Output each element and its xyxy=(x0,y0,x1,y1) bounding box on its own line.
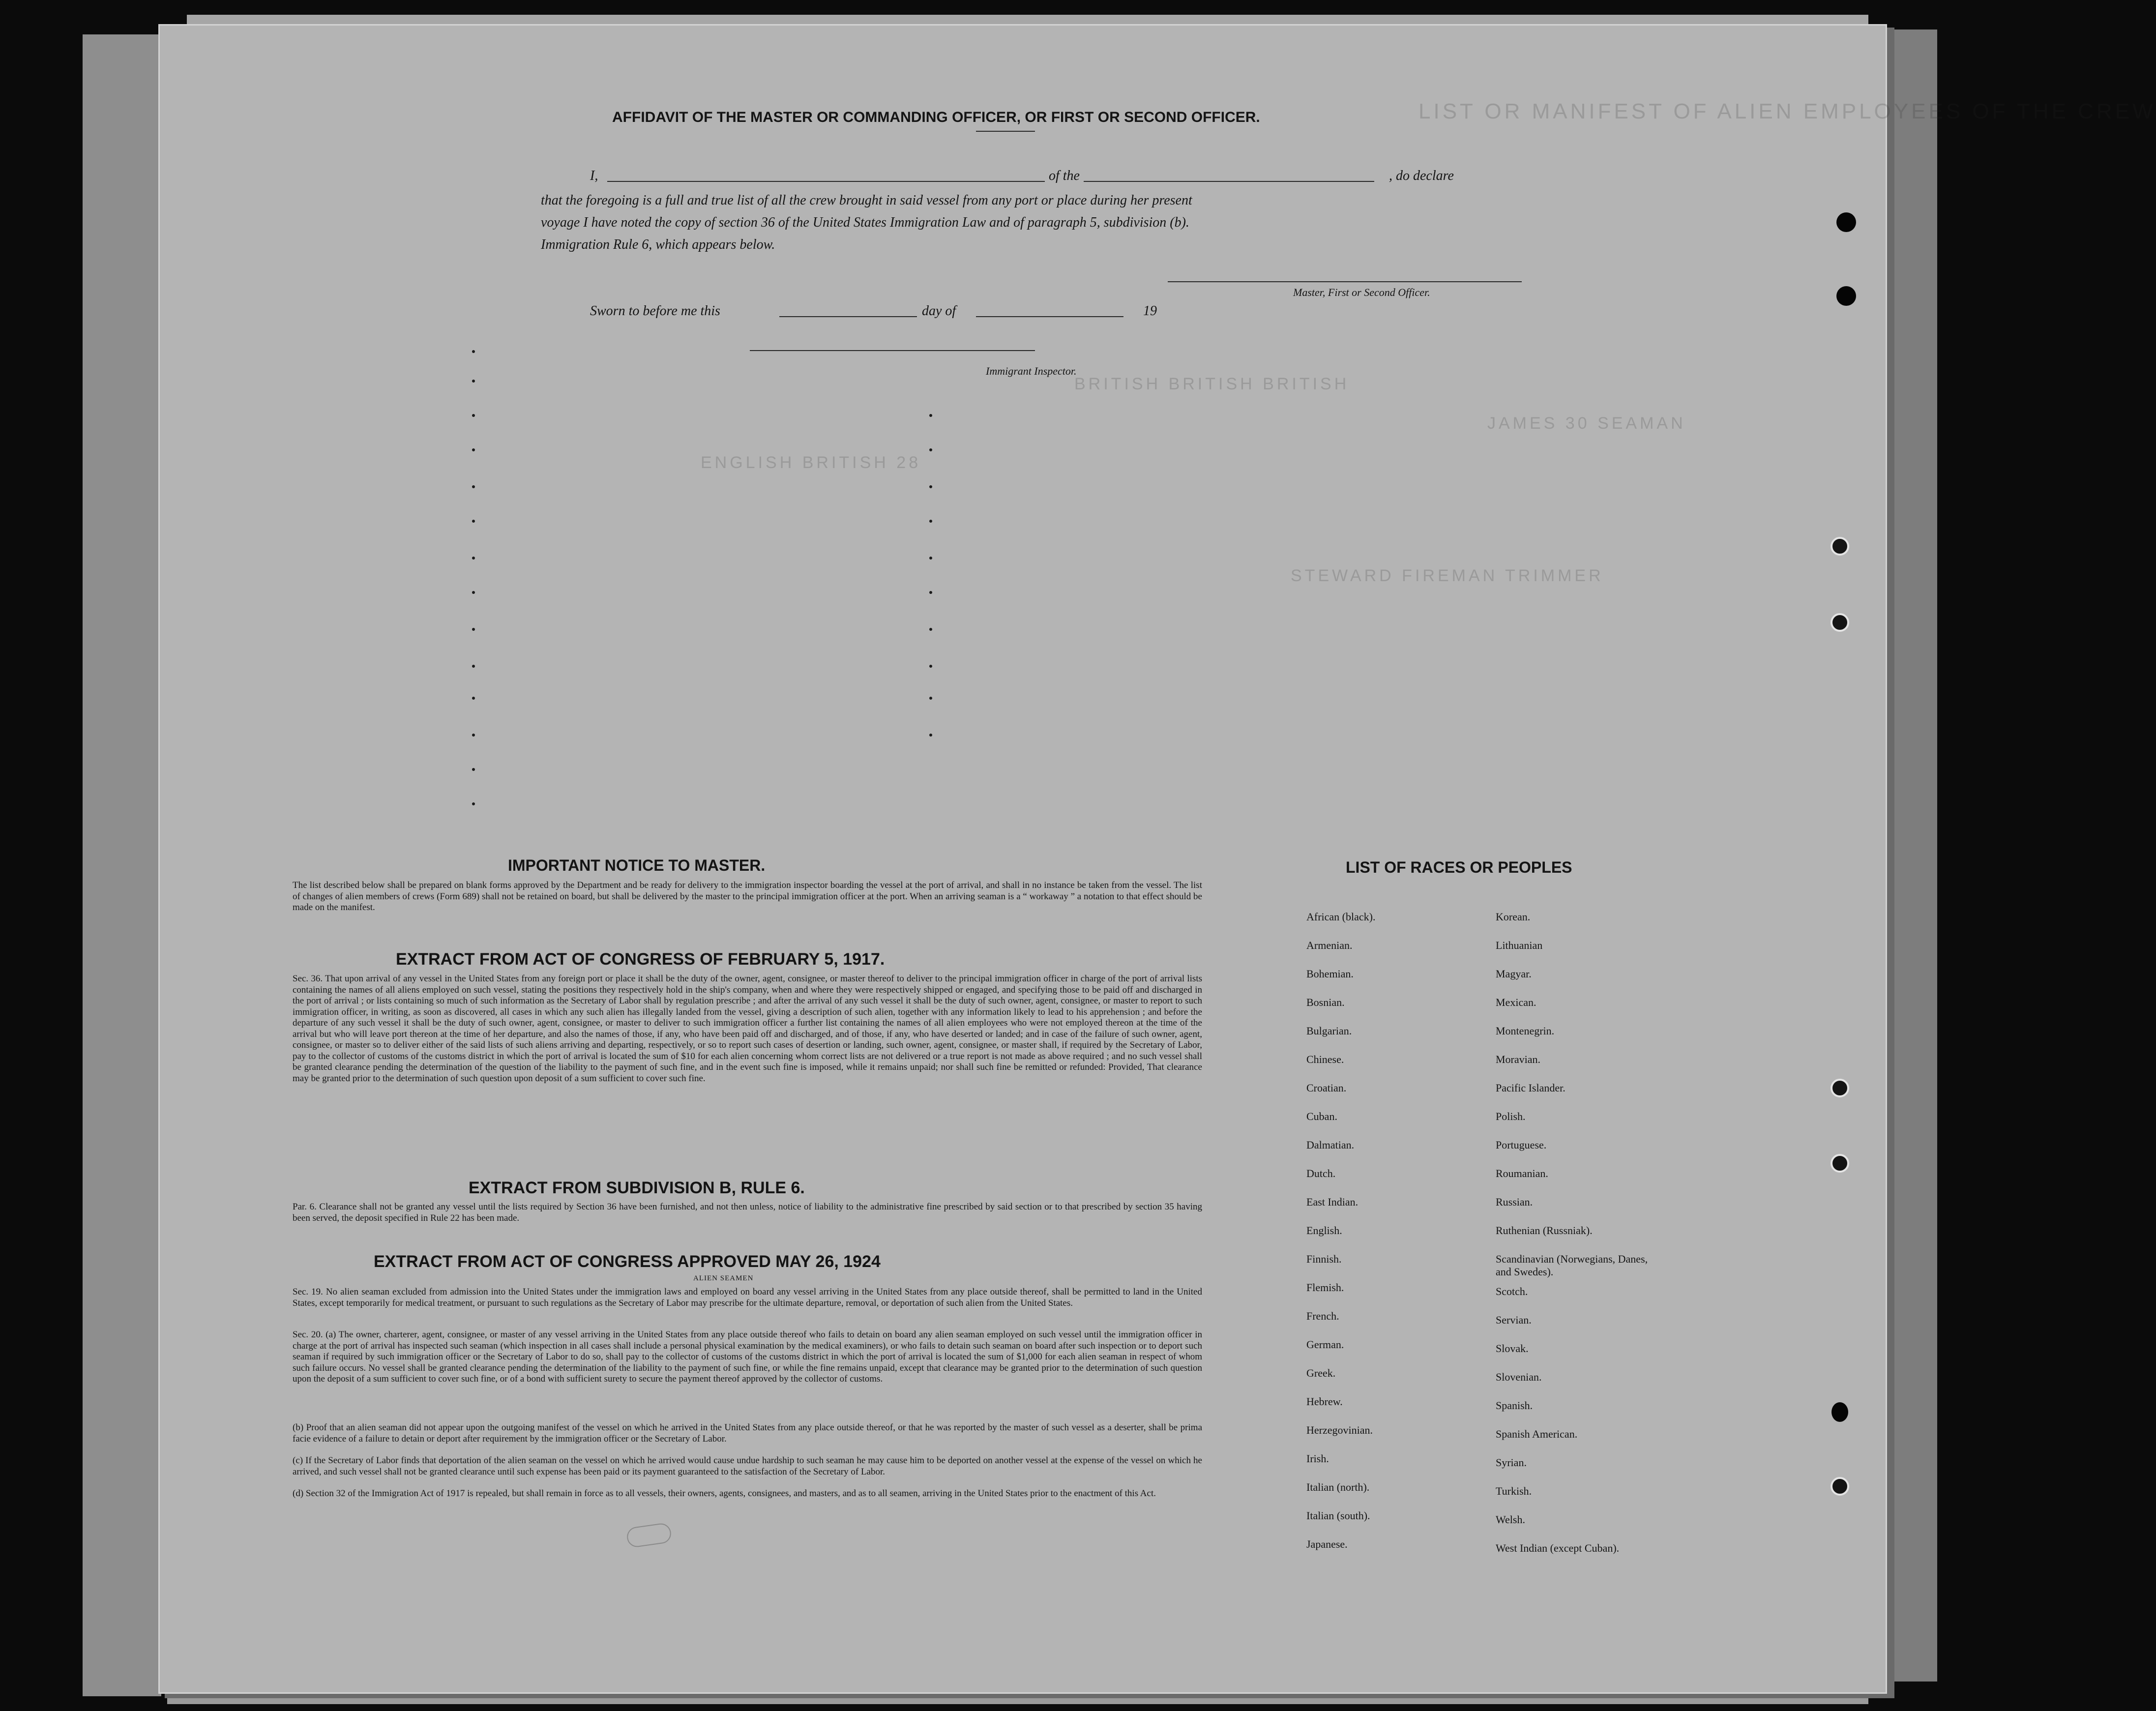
extract-1924-sec20d: (d) Section 32 of the Immigration Act of 1917 is repealed, but shall remain in force as to all vessels, their owners, agents, consignees, and masters, and as to all seamen, arriving in the United States prior to the enactment of this Act. xyxy=(293,1488,1156,1499)
race-item: African (black). xyxy=(1306,911,1376,923)
mark-dot xyxy=(472,697,475,700)
race-item: German. xyxy=(1306,1338,1344,1351)
race-item: Welsh. xyxy=(1496,1513,1525,1526)
race-item: Finnish. xyxy=(1306,1253,1342,1265)
races-title: LIST OF RACES OR PEOPLES xyxy=(1346,858,1572,876)
punch-hole xyxy=(1836,286,1856,306)
affidavit-line1-of: of the xyxy=(1045,168,1084,184)
affidavit-line1-end: , do declare xyxy=(1389,168,1454,183)
mark-dot xyxy=(929,414,932,417)
race-item: Slovak. xyxy=(1496,1342,1529,1355)
punch-hole xyxy=(1831,537,1849,556)
mark-dot xyxy=(472,591,475,594)
extract-1924-sec20c: (c) If the Secretary of Labor finds that deportation of the alien seaman on the vessel on which he arrived would cause undue hardship to such seaman he may cause him to be deported on another vessel at the expense of the vessel on which he arrived, and such vessel shall not be granted clearance until such expense has been paid or its payment guaranteed to the satisfaction of the Secretary of Labor. xyxy=(293,1455,1202,1477)
race-item: Syrian. xyxy=(1496,1456,1527,1469)
mark-dot xyxy=(929,520,932,523)
race-item: Spanish. xyxy=(1496,1399,1533,1412)
race-item: Bosnian. xyxy=(1306,996,1345,1008)
mark-dot xyxy=(472,768,475,771)
mark-dot xyxy=(929,665,932,668)
master-signature-label: Master, First or Second Officer. xyxy=(1293,286,1430,298)
mark-dot xyxy=(929,734,932,737)
notice-body: The list described below shall be prepared on blank forms approved by the Department and be ready for delivery to the immigration inspector boarding the vessel at the port of arrival, and shall in no instance be taken from the vessel. The list of changes of alien members of crews (Form 689) shall not be retained on board, but shall be delivered by the master to the principal immigration officer at the port. When an arriving seaman is a “ workaway ” a notation to that effect should be made on the manifest. xyxy=(293,880,1202,913)
race-item: Chinese. xyxy=(1306,1053,1344,1065)
race-item: Mexican. xyxy=(1496,996,1536,1008)
sworn-text-start: Sworn to before me this xyxy=(590,303,720,319)
race-item: Flemish. xyxy=(1306,1281,1344,1294)
extract-1917-body: Sec. 36. That upon arrival of any vessel in the United States from any foreign port or place it shall be the duty of the owner, agent, consignee, or master thereof to deliver to the principal immigration officer in charge of the port of arrival lists containing the names of all aliens employed on such vessel, stating the positions they respectively hold in the ship's company, when and where they were respectively shipped or engaged, and specifying those to be paid off and discharged in the port of arrival ; or lists containing so much of such information as the Secretary of Labor shall by regulation prescribe ; and after the arrival of any such vessel it shall be the duty of such owner, agent, consignee, or master to report to such immigration officer, in writing, as soon as discovered, all cases in which any such alien has illegally landed from the vessel, giving a description of such alien, together with any information likely to lead to his apprehension ; and before the departure of any such vessel it shall be the duty of such owner, agent, consignee, or master to deliver to such immigration officer a further list containing the names of all alien employees who were not employed thereon at the time of the arrival but who will leave port thereon at the time of her departure, and also the names of those, if any, who have been paid off and discharged, and of those, if any, who have deserted or landed; and in case of the failure of such owner, agent, consignee, or master so to deliver either of the said lists of such aliens arriving and departing, respectively, or so to report such cases of desertion or landing, such owner, agent, consignee, or master shall, if required by the Secretary of Labor, pay to the collector of customs of the customs district in which the port of arrival is located the sum of $10 for each alien concerning whom correct lists are not delivered or a true report is not made as above required ; and no such vessel shall be granted clearance pending the determination of the question of the liability to the payment of such fine, and in the event such fine is imposed, while it remains unpaid; nor shall such fine be remitted or refunded: Provided, That clearance may be granted prior to the determination of such question upon deposit of a sum sufficient to cover such fine. xyxy=(293,974,1202,1084)
mark-dot xyxy=(472,448,475,451)
race-item: Croatian. xyxy=(1306,1082,1347,1094)
punch-hole xyxy=(1831,613,1849,632)
mark-dot xyxy=(472,628,475,631)
mark-dot xyxy=(472,350,475,353)
extract-rule6-title: EXTRACT FROM SUBDIVISION B, RULE 6. xyxy=(469,1179,805,1197)
back-sheet-left xyxy=(83,34,161,1696)
extract-1917-title: EXTRACT FROM ACT OF CONGRESS OF FEBRUARY 5, 1917. xyxy=(396,950,885,969)
race-item: Cuban. xyxy=(1306,1110,1337,1122)
master-signature-line[interactable] xyxy=(1168,281,1522,282)
race-item: Armenian. xyxy=(1306,939,1353,951)
extract-rule6-body: Par. 6. Clearance shall not be granted any vessel until the lists required by Section 36 have been furnished, and not then unless, notice of liability to the administrative fine prescribed by said section or to that prescribed by section 35 having been served, the deposit specified in Rule 22 has been made. xyxy=(293,1202,1202,1223)
bleed-through-2: BRITISH BRITISH BRITISH xyxy=(1074,375,1350,393)
back-sheet-right xyxy=(1883,30,1937,1682)
mark-dot xyxy=(472,485,475,488)
punch-hole xyxy=(1836,212,1856,232)
race-item: Portuguese. xyxy=(1496,1139,1547,1151)
mark-dot xyxy=(472,520,475,523)
inspector-label: Immigrant Inspector. xyxy=(986,365,1077,377)
affidavit-line3: voyage I have noted the copy of section 36 of the United States Immigration Law and of paragraph 5, subdivision (b). xyxy=(541,215,1189,230)
race-item: West Indian (except Cuban). xyxy=(1496,1542,1620,1554)
mark-dot xyxy=(472,665,475,668)
faint-stamp xyxy=(626,1522,673,1548)
extract-1924-title: EXTRACT FROM ACT OF CONGRESS APPROVED MAY 26, 1924 xyxy=(374,1252,881,1271)
race-item: Ruthenian (Russniak). xyxy=(1496,1224,1593,1237)
race-item: Slovenian. xyxy=(1496,1371,1542,1383)
affidavit-line2: that the foregoing is a full and true list of all the crew brought in said vessel from any port or place during her present xyxy=(541,193,1192,208)
race-item: Servian. xyxy=(1496,1314,1532,1326)
bleed-through-1: LIST OR MANIFEST OF ALIEN EMPLOYEES OF THE CREW xyxy=(1418,99,2156,123)
punch-hole xyxy=(1831,1402,1848,1422)
race-item: Russian. xyxy=(1496,1196,1533,1208)
race-item: Irish. xyxy=(1306,1452,1329,1465)
race-item: Lithuanian xyxy=(1496,939,1543,951)
race-item: French. xyxy=(1306,1310,1339,1322)
race-item: Japanese. xyxy=(1306,1538,1348,1550)
mark-dot xyxy=(929,557,932,560)
race-item: Dutch. xyxy=(1306,1167,1336,1180)
race-item: Bulgarian. xyxy=(1306,1025,1352,1037)
mark-dot xyxy=(929,697,932,700)
mark-dot xyxy=(929,448,932,451)
race-item: Magyar. xyxy=(1496,968,1532,980)
punch-hole xyxy=(1831,1154,1849,1173)
race-item: Greek. xyxy=(1306,1367,1336,1379)
race-item: Roumanian. xyxy=(1496,1167,1548,1180)
race-item: Spanish American. xyxy=(1496,1428,1578,1440)
mark-dot xyxy=(929,628,932,631)
sworn-month-blank[interactable] xyxy=(976,316,1123,317)
race-item: Dalmatian. xyxy=(1306,1139,1355,1151)
manifest-sheet xyxy=(160,26,2156,1692)
mark-dot xyxy=(472,414,475,417)
race-item: English. xyxy=(1306,1224,1342,1237)
mark-dot xyxy=(472,734,475,737)
race-item: Bohemian. xyxy=(1306,968,1354,980)
extract-1924-sec19: Sec. 19. No alien seaman excluded from admission into the United States under the immigration laws and employed on board any vessel arriving in the United States from any place outside thereof, shall be permitted to land in the United States, except temporarily for medical treatment, or pursuant to such regulations as the Secretary of Labor may prescribe for the ultimate departure, removal, or deportation of such alien from the United States. xyxy=(293,1287,1202,1308)
race-item: Hebrew. xyxy=(1306,1395,1343,1408)
sworn-text-day: day of xyxy=(922,303,956,319)
race-item: Herzegovinian. xyxy=(1306,1424,1373,1436)
affidavit-title-rule xyxy=(976,131,1035,132)
notice-title: IMPORTANT NOTICE TO MASTER. xyxy=(508,856,766,874)
bleed-through-3: JAMES 30 SEAMAN xyxy=(1487,414,1686,433)
mark-dot xyxy=(929,485,932,488)
bleed-through-4: STEWARD FIREMAN TRIMMER xyxy=(1291,566,1604,585)
affidavit-line1-start: I, xyxy=(590,168,598,183)
race-item: Scotch. xyxy=(1496,1285,1528,1298)
race-item: Korean. xyxy=(1496,911,1531,923)
race-item: Pacific Islander. xyxy=(1496,1082,1565,1094)
mark-dot xyxy=(472,557,475,560)
race-item: Montenegrin. xyxy=(1496,1025,1555,1037)
punch-hole xyxy=(1831,1477,1849,1496)
affidavit-title: AFFIDAVIT OF THE MASTER OR COMMANDING OFFICER, OR FIRST OR SECOND OFFICER. xyxy=(612,109,1260,125)
race-item: Turkish. xyxy=(1496,1485,1532,1497)
sworn-date-blank[interactable] xyxy=(779,316,917,317)
race-item: Polish. xyxy=(1496,1110,1526,1122)
extract-1924-sec20a: Sec. 20. (a) The owner, charterer, agent, consignee, or master of any vessel arriving in the United States from any place outside thereof who fails to detain on board any alien seaman employed on such vessel until the immigration officer in charge at the port of arrival has inspected such seaman (which inspection in all cases shall include a personal physical examination by the medical examiners), or who fails to detain such seaman on board after such inspection or to deport such seaman if required by such immigration officer or the Secretary of Labor to do so, shall pay to the collector of customs of the customs district in which the port of arrival is located the sum of $1,000 for each alien seaman in respect of whom such failure occurs. No vessel shall be granted clearance pending the determination of the liability to the payment of such fine, or while the fine remains unpaid, except that clearance may be granted prior to the determination of such question upon the deposit of a sum sufficient to cover such fine, or of a bond with sufficient surety to secure the payment thereof approved by the collector of customs. xyxy=(293,1329,1202,1384)
inspector-signature-line[interactable] xyxy=(750,350,1035,351)
race-item: Italian (south). xyxy=(1306,1509,1370,1522)
race-item: Moravian. xyxy=(1496,1053,1541,1065)
mark-dot xyxy=(472,802,475,805)
race-item: Italian (north). xyxy=(1306,1481,1370,1493)
declarant-name-blank[interactable] xyxy=(607,181,1182,182)
mark-dot xyxy=(929,591,932,594)
extract-1924-sec20b: (b) Proof that an alien seaman did not appear upon the outgoing manifest of the vessel on which he arrived in the United States from any place outside thereof, or that he was reported by the master of such vessel as a deserter, shall be prima facie evidence of a failure to detain or deport after requirement by the immigration officer or the Secretary of Labor. xyxy=(293,1422,1202,1444)
vessel-name-blank[interactable] xyxy=(1099,181,1374,182)
race-item: Scandinavian (Norwegians, Danes, and Swedes). xyxy=(1496,1253,1648,1278)
punch-hole xyxy=(1831,1079,1849,1097)
race-item: East Indian. xyxy=(1306,1196,1359,1208)
sworn-text-year: 19 xyxy=(1143,303,1157,319)
mark-dot xyxy=(472,380,475,383)
bleed-through-5: ENGLISH BRITISH 28 xyxy=(701,453,921,472)
extract-1924-subtitle: ALIEN SEAMEN xyxy=(693,1274,754,1282)
affidavit-line4: Immigration Rule 6, which appears below. xyxy=(541,237,775,252)
